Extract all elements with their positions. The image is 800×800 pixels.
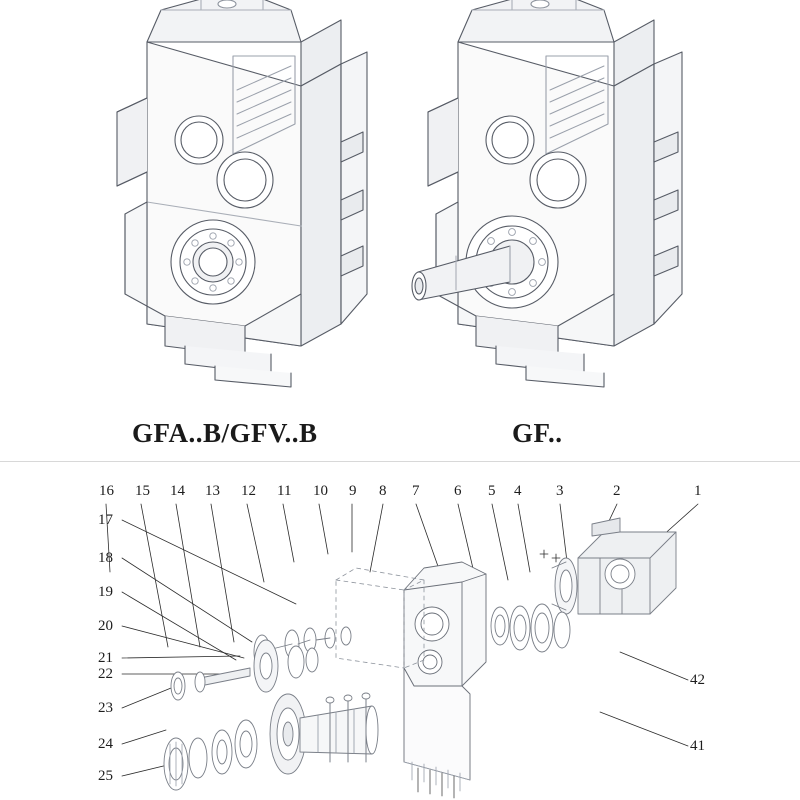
callout-13: 13 bbox=[205, 483, 220, 499]
exploded-view-section bbox=[0, 462, 800, 800]
callout-12: 12 bbox=[241, 483, 256, 499]
callout-22: 22 bbox=[98, 666, 113, 682]
callout-3: 3 bbox=[556, 483, 564, 499]
callout-11: 11 bbox=[277, 483, 292, 499]
callout-14: 14 bbox=[170, 483, 185, 499]
callout-17: 17 bbox=[98, 512, 113, 528]
callout-8: 8 bbox=[379, 483, 387, 499]
callout-15: 15 bbox=[135, 483, 150, 499]
caption-gf: GF.. bbox=[512, 418, 563, 448]
callout-16: 16 bbox=[99, 483, 114, 499]
callout-7: 7 bbox=[412, 483, 420, 499]
callout-19: 19 bbox=[98, 584, 113, 600]
callout-41: 41 bbox=[690, 738, 705, 754]
callout-20: 20 bbox=[98, 618, 113, 634]
callout-21: 21 bbox=[98, 650, 113, 666]
callout-24: 24 bbox=[98, 736, 113, 752]
callout-9: 9 bbox=[349, 483, 357, 499]
gearbox-view-gfab-gfvb bbox=[95, 0, 385, 394]
callout-25: 25 bbox=[98, 768, 113, 784]
callout-1: 1 bbox=[694, 483, 702, 499]
callout-6: 6 bbox=[454, 483, 462, 499]
callout-23: 23 bbox=[98, 700, 113, 716]
callout-10: 10 bbox=[313, 483, 328, 499]
callout-42: 42 bbox=[690, 672, 705, 688]
callout-2: 2 bbox=[613, 483, 621, 499]
gearbox-exploded-parts-diagram bbox=[0, 462, 800, 800]
callout-18: 18 bbox=[98, 550, 113, 566]
callout-4: 4 bbox=[514, 483, 522, 499]
gearbox-view-gf bbox=[400, 0, 710, 394]
caption-gfab-gfvb: GFA..B/GFV..B bbox=[132, 418, 318, 448]
callout-5: 5 bbox=[488, 483, 496, 499]
